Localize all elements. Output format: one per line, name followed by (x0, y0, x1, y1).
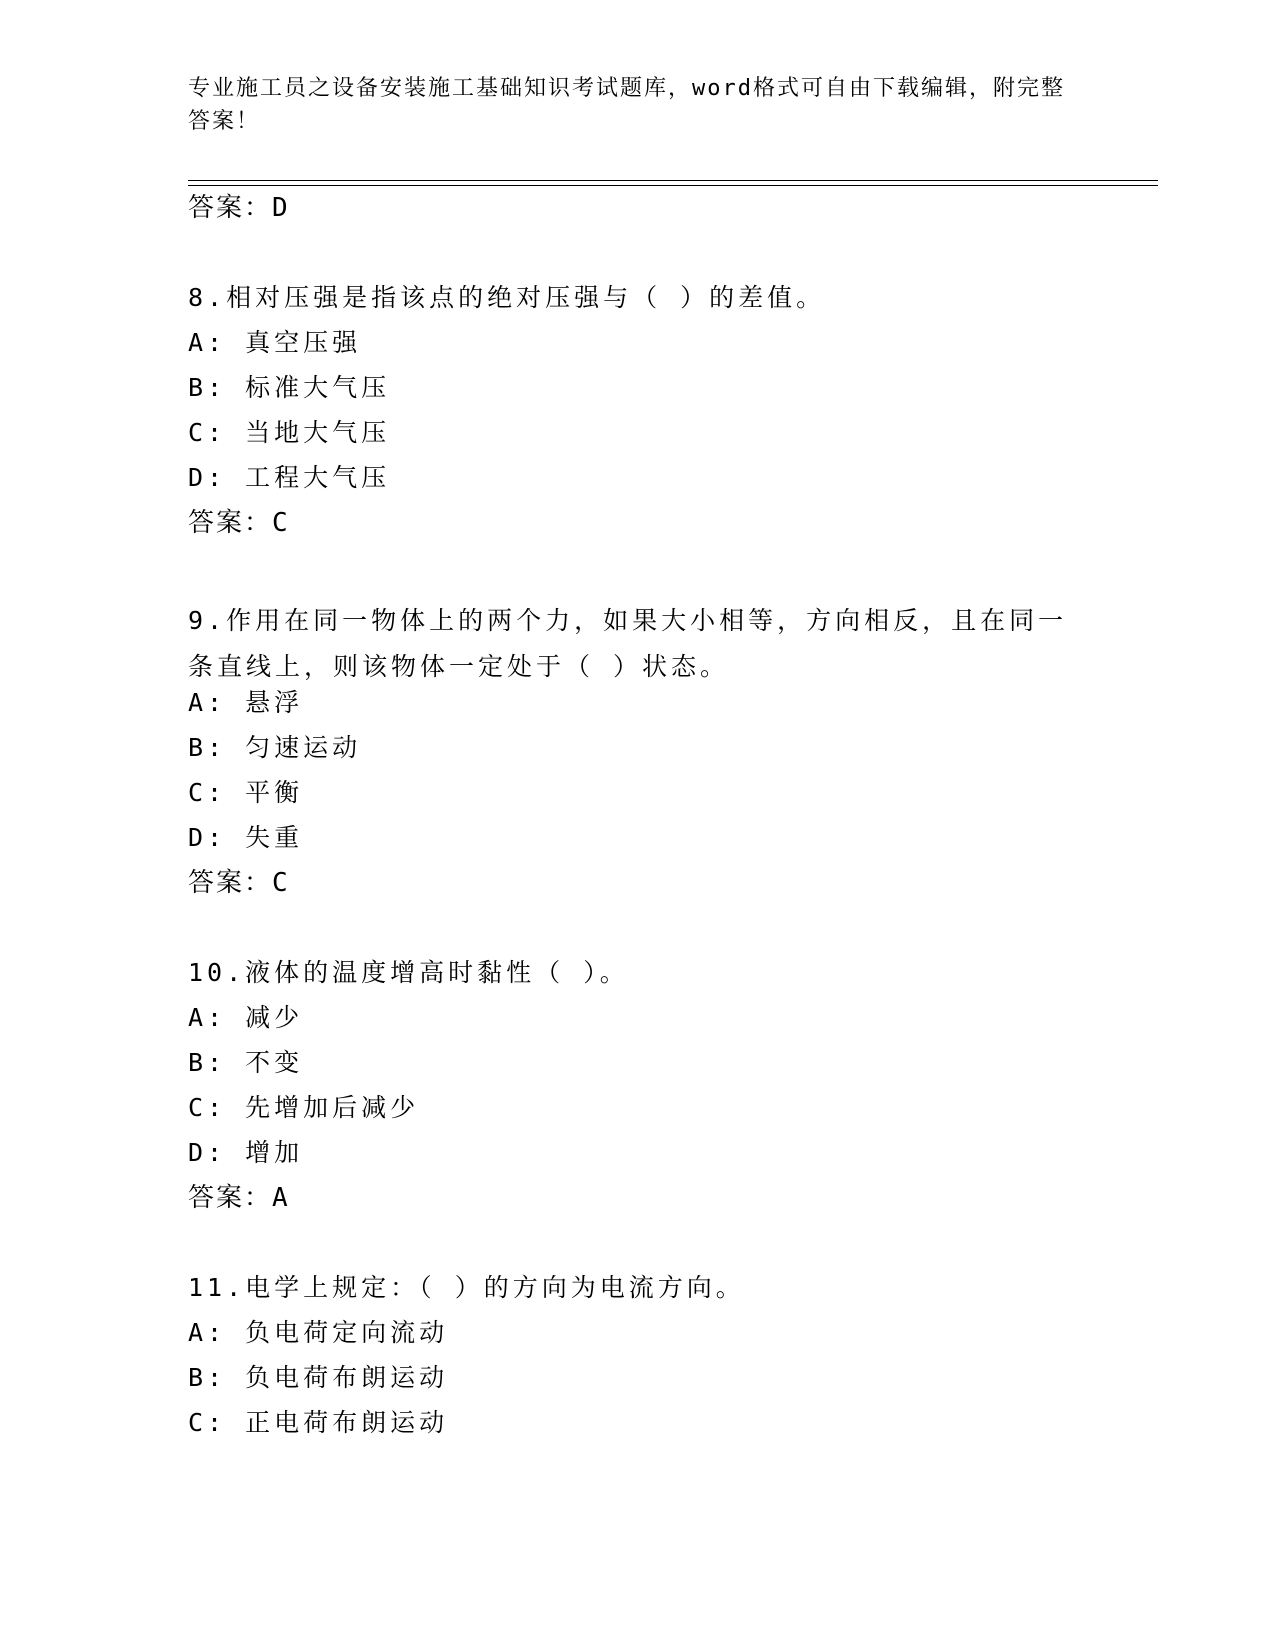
question-option: B: 匀速运动 (188, 733, 362, 762)
question-option: C: 正电荷布朗运动 (188, 1408, 449, 1437)
question-option: A: 真空压强 (188, 328, 362, 357)
question-option: C: 平衡 (188, 778, 304, 807)
question-stem: 9.作用在同一物体上的两个力，如果大小相等，方向相反，且在同一条直线上，则该物体一定处于（ ）状态。 (188, 606, 1068, 681)
answer-label: 答案： (188, 1183, 273, 1213)
question-option: D: 失重 (188, 823, 304, 852)
question-option: B: 负电荷布朗运动 (188, 1363, 449, 1392)
answer-line (188, 1183, 290, 1213)
answer-line (188, 193, 290, 223)
question-option: A: 减少 (188, 1003, 304, 1032)
question-option: D: 增加 (188, 1138, 304, 1167)
question-option: D: 工程大气压 (188, 463, 391, 492)
answer-label: 答案： (188, 868, 273, 898)
question-stem: 11.电学上规定：（ ）的方向为电流方向。 (188, 1273, 745, 1302)
header-divider-bottom (188, 185, 1158, 186)
question-option: B: 不变 (188, 1048, 304, 1077)
question-option: A: 悬浮 (188, 688, 304, 717)
question-option: C: 先增加后减少 (188, 1093, 420, 1122)
answer-line (188, 508, 290, 538)
header-divider-top (188, 180, 1158, 181)
answer-line (188, 868, 290, 898)
question-option: A: 负电荷定向流动 (188, 1318, 449, 1347)
answer-value: D (272, 193, 290, 223)
answer-label: 答案： (188, 508, 273, 538)
answer-value: C (272, 868, 290, 898)
question-stem: 10.液体的温度增高时黏性（ ）。 (188, 958, 629, 987)
question-option: C: 当地大气压 (188, 418, 391, 447)
document-header: 专业施工员之设备安装施工基础知识考试题库，word格式可自由下载编辑，附完整答案！ (188, 76, 1065, 134)
answer-value: C (272, 508, 290, 538)
question-option: B: 标准大气压 (188, 373, 391, 402)
question-stem: 8.相对压强是指该点的绝对压强与（ ）的差值。 (188, 283, 826, 312)
answer-value: A (272, 1183, 290, 1213)
answer-label: 答案： (188, 193, 273, 223)
